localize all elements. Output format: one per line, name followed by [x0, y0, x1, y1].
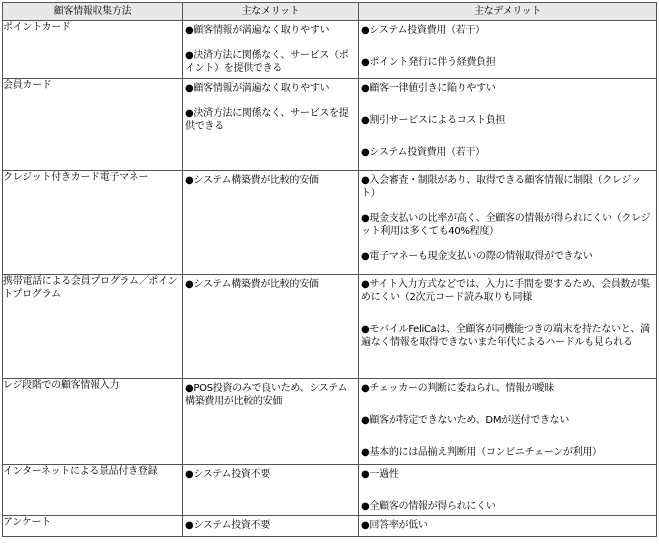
demerit-item: ●割引サービスによるコスト負担 — [361, 115, 506, 126]
header-merit: 主なメリット — [183, 3, 359, 21]
demerit-item: ●一過性 — [361, 469, 399, 480]
header-row — [3, 3, 657, 21]
method-cell: ポイントカード — [3, 21, 183, 79]
demerit-cell — [359, 21, 657, 79]
demerit-cell — [359, 379, 657, 465]
demerit-item: ●システム投資費用（若干） — [361, 25, 485, 36]
demerit-item: ●ポイント発行に伴う経費負担 — [361, 57, 496, 68]
header-method: 顧客情報収集方法 — [3, 3, 183, 21]
demerit-cell — [359, 171, 657, 275]
demerit-item: ●チェッカーの判断に委ねられ、情報が曖昧 — [361, 383, 555, 394]
method-cell: インターネットによる景品付き登録 — [3, 465, 183, 516]
merit-cell — [183, 465, 359, 516]
merit-item: ●システム構築費が比較的安価 — [185, 175, 319, 186]
demerit-item: ●電子マネーも現金支払いの際の情報取得ができない — [361, 251, 593, 262]
demerit-item: ●システム投資費用（若干） — [361, 147, 485, 158]
table-row — [3, 21, 657, 79]
header-demerit: 主なデメリット — [359, 3, 657, 21]
merit-item: ●顧客情報が満遍なく取りやすい — [185, 83, 330, 94]
merit-item: ●POS投資のみで良いため、システム構築費用が比較的安価 — [185, 383, 348, 407]
demerit-item: ●サイト入力方式などでは、入力に手間を要するため、会員数が集めにくい（2次元コード読み取りも同様 — [361, 279, 650, 303]
comparison-table — [2, 2, 657, 537]
method-cell: 携帯電話による会員プログラム／ポイントプログラム — [3, 275, 183, 379]
merit-cell — [183, 379, 359, 465]
demerit-item: ●入会審査・制限があり、取得できる顧客情報に制限（クレジット） — [361, 175, 641, 199]
merit-item: ●決済方法に関係なく、サービスを提供できる — [185, 108, 349, 132]
merit-item: ●決済方法に関係なく、サービス（ポイント）を提供できる — [185, 50, 349, 74]
demerit-cell — [359, 465, 657, 516]
table-row — [3, 465, 657, 516]
method-cell: アンケート — [3, 516, 183, 537]
demerit-item: ●顧客一律値引きに陥りやすい — [361, 83, 496, 94]
table-row — [3, 516, 657, 537]
merit-item: ●システム構築費が比較的安価 — [185, 279, 319, 290]
demerit-cell — [359, 275, 657, 379]
merit-cell — [183, 21, 359, 79]
merit-item: ●システム投資不要 — [185, 520, 271, 531]
merit-cell — [183, 79, 359, 171]
method-cell: 会員カード — [3, 79, 183, 171]
demerit-item: ●顧客が特定できないため、DMが送付できない — [361, 415, 570, 426]
merit-item: ●顧客情報が満遍なく取りやすい — [185, 25, 330, 36]
merit-cell — [183, 516, 359, 537]
demerit-item: ●基本的には品揃え判断用（コンビニチェーンが利用） — [361, 447, 602, 458]
method-cell: クレジット付きカード電子マネー — [3, 171, 183, 275]
table-row — [3, 379, 657, 465]
demerit-item: ●全顧客の情報が得られにくい — [361, 501, 496, 512]
demerit-cell — [359, 79, 657, 171]
merit-cell — [183, 171, 359, 275]
demerit-cell — [359, 516, 657, 537]
merit-cell — [183, 275, 359, 379]
demerit-item: ●回答率が低い — [361, 520, 428, 531]
table-row — [3, 275, 657, 379]
table-row — [3, 79, 657, 171]
method-cell: レジ段階での顧客情報入力 — [3, 379, 183, 465]
demerit-item: ●現金支払いの比率が高く、全顧客の情報が得られにくい（クレジット利用は多くても40%程度） — [361, 213, 651, 237]
demerit-item: ●モバイルFeliCaは、全顧客が同機能つきの端末を持たないと、満遍なく情報を取得できないまた年代によるハードルも見られる — [361, 324, 650, 348]
table-row — [3, 171, 657, 275]
merit-item: ●システム投資不要 — [185, 469, 271, 480]
